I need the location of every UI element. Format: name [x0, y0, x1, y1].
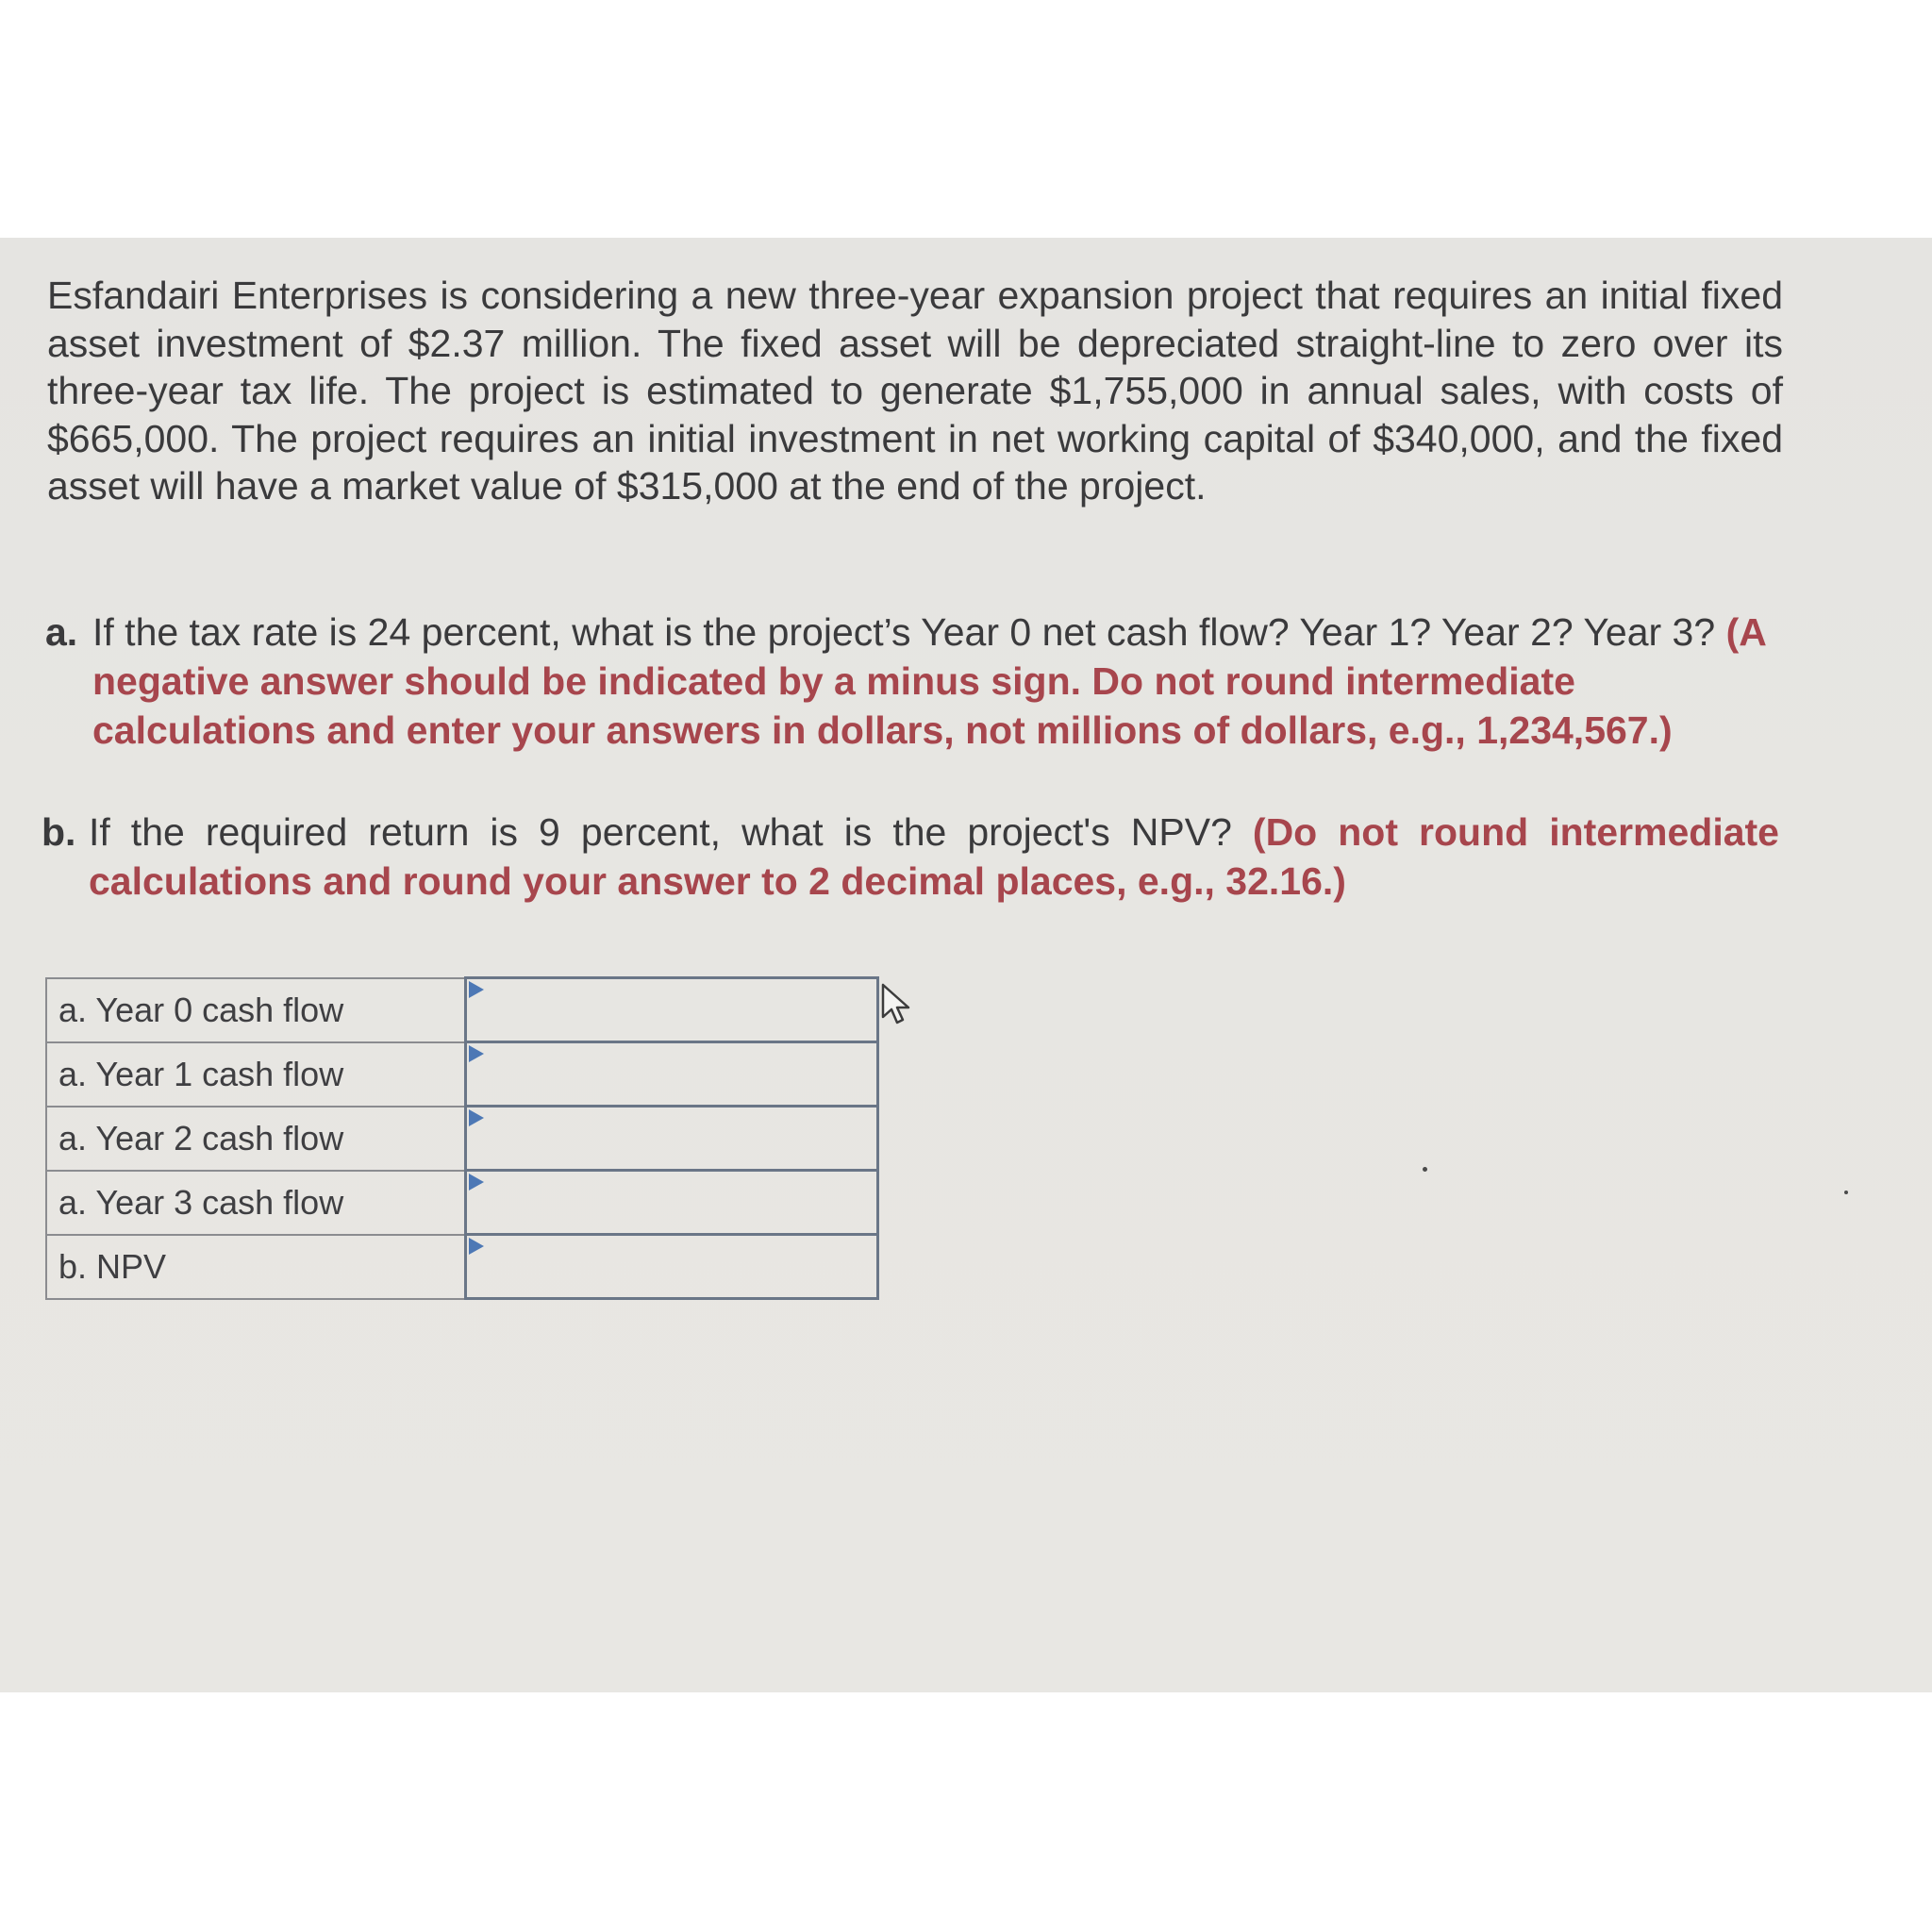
answer-table — [45, 976, 879, 1300]
npv-label: b. NPV — [46, 1235, 466, 1299]
question-b-body — [89, 808, 1779, 906]
question-b-lead: b. — [42, 810, 76, 854]
question-a-note: (A negative answer should be indicated by a minus sign. Do not round intermediate calculations and enter your answers in dollars, not millions of dollars, e.g., 1,234,567.) — [92, 610, 1766, 752]
year1-cash-flow-input[interactable] — [467, 1045, 876, 1104]
year0-cell[interactable] — [466, 978, 878, 1042]
dust-speck — [1423, 1167, 1427, 1172]
table-row — [46, 1235, 878, 1299]
year3-label: a. Year 3 cash flow — [46, 1171, 466, 1235]
table-row — [46, 1107, 878, 1171]
screen-photo — [0, 238, 1932, 1692]
year0-label: a. Year 0 cash flow — [46, 978, 466, 1042]
table-row — [46, 978, 878, 1042]
input-marker-icon — [469, 1045, 484, 1062]
question-b — [42, 808, 1779, 906]
problem-statement: Esfandairi Enterprises is considering a new three-year expansion project that requires an initial fixed asset investment of $2.37 million. The fixed asset will be depreciated straight-line to zero over its three-year tax life. The project is estimated to generate $1,755,000 in annual sales, with costs of $665,000. The project requires an initial investment in net working capital of $340,000, and the fixed asset will have a market value of $315,000 at the end of the project. — [47, 274, 1783, 508]
npv-input[interactable] — [467, 1238, 876, 1296]
input-marker-icon — [469, 1109, 484, 1126]
question-b-text: If the required return is 9 percent, what is the project's NPV? — [89, 810, 1232, 854]
year2-label: a. Year 2 cash flow — [46, 1107, 466, 1171]
question-a-lead: a. — [45, 610, 78, 654]
npv-cell[interactable] — [466, 1235, 878, 1299]
question-a — [45, 608, 1772, 755]
table-row — [46, 1171, 878, 1235]
mouse-pointer-icon — [881, 983, 913, 1026]
question-a-text: If the tax rate is 24 percent, what is the project’s Year 0 net cash flow? Year 1? Year 2? Year 3? — [92, 610, 1716, 654]
input-marker-icon — [469, 981, 484, 998]
input-marker-icon — [469, 1238, 484, 1255]
input-marker-icon — [469, 1174, 484, 1191]
year3-cash-flow-input[interactable] — [467, 1174, 876, 1232]
year2-cell[interactable] — [466, 1107, 878, 1171]
table-row — [46, 1042, 878, 1107]
dust-speck — [1844, 1191, 1848, 1194]
year1-cell[interactable] — [466, 1042, 878, 1107]
year1-label: a. Year 1 cash flow — [46, 1042, 466, 1107]
question-a-body — [92, 608, 1772, 755]
year3-cell[interactable] — [466, 1171, 878, 1235]
question-b-note: (Do not round intermediate calculations and round your answer to 2 decimal places, e.g., 32.16.) — [89, 810, 1779, 903]
year2-cash-flow-input[interactable] — [467, 1109, 876, 1168]
year0-cash-flow-input[interactable] — [467, 981, 876, 1040]
